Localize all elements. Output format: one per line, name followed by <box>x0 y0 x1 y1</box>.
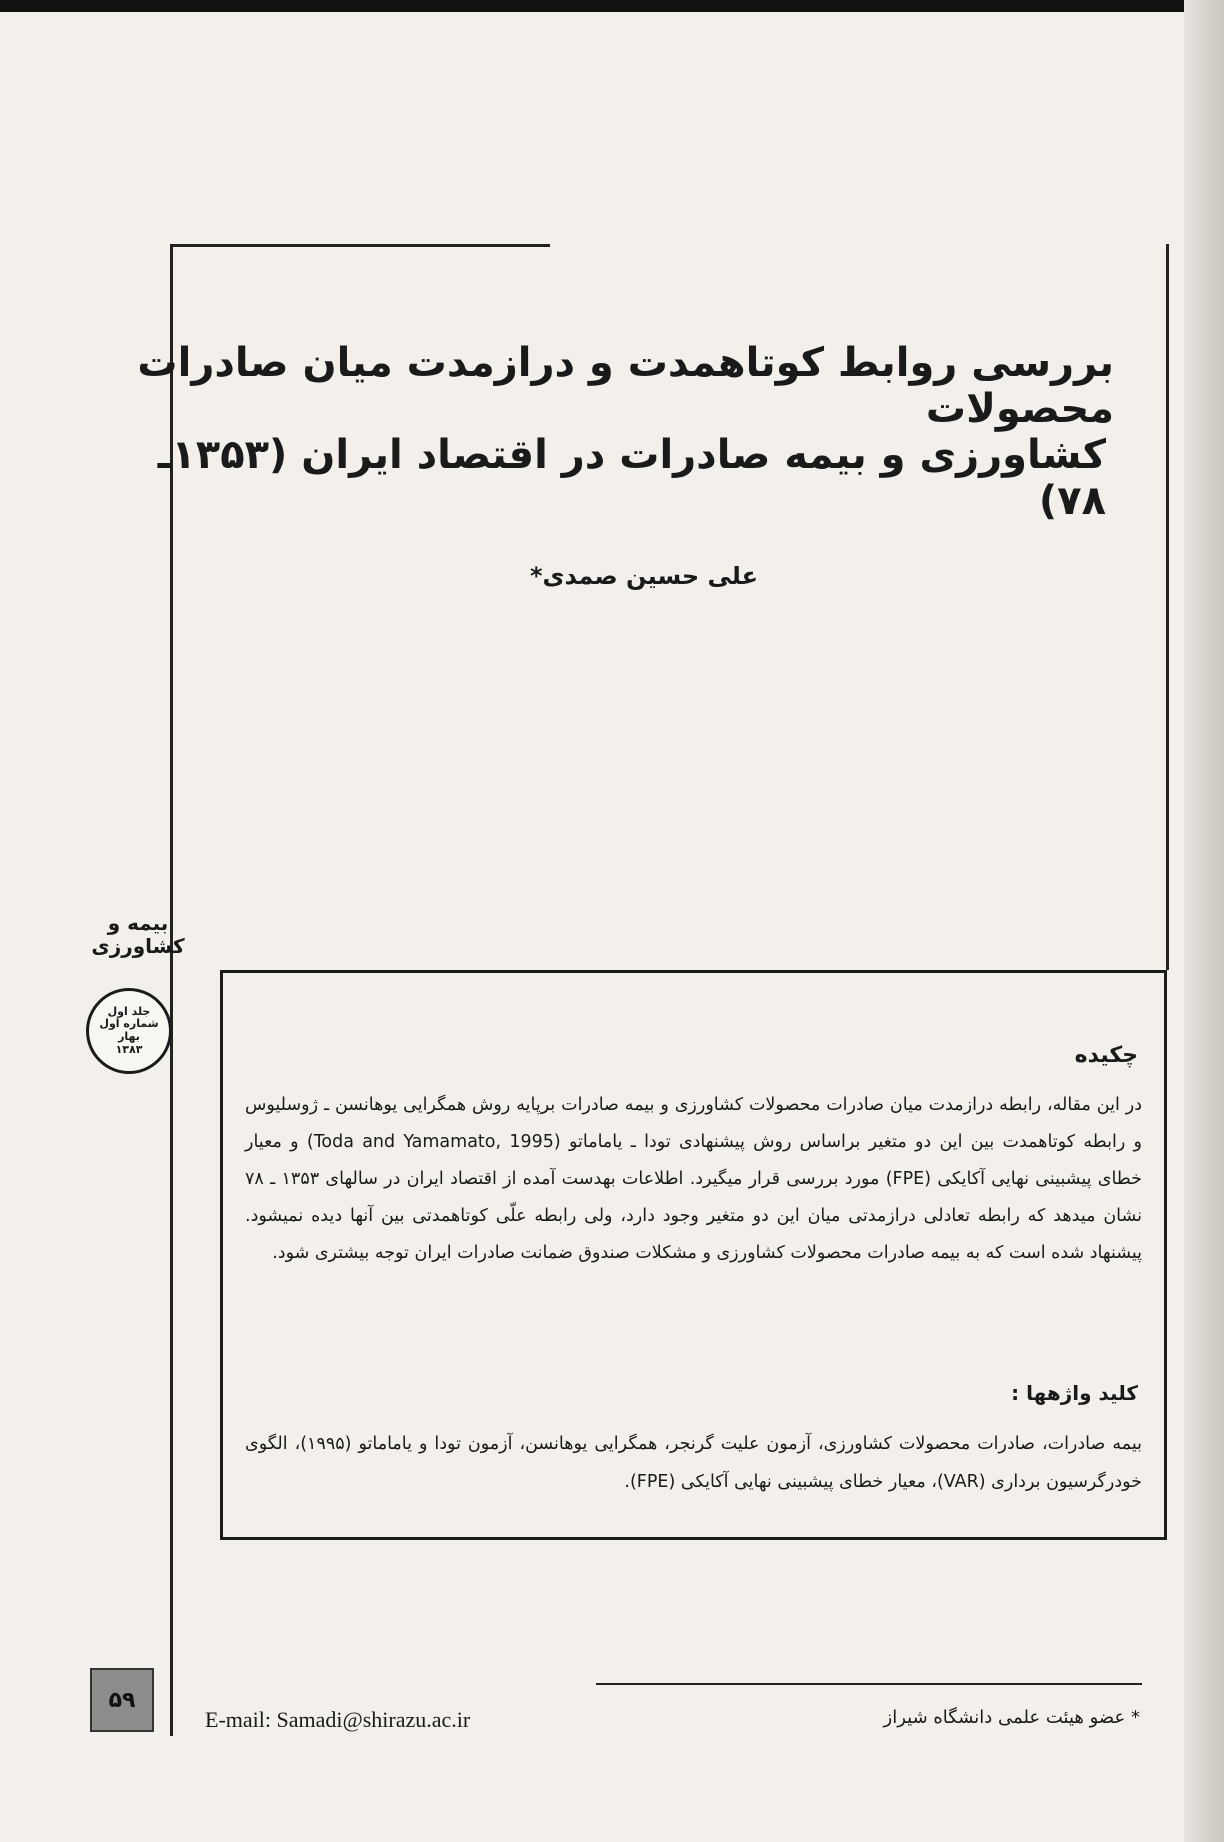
frame-rule-right <box>1166 244 1169 970</box>
abstract-text: در این مقاله، رابطه درازمدت میان صادرات محصولات کشاورزی و بیمه صادرات برپایه روش همگرایی یوهانسن ـ ژوسلیوس و رابطه کوتاهمدت بین این دو متغیر براساس روش پیشنهادی تودا ـ یاماماتو (Toda and Yamamato, 1995) و معیار خطای پیشبینی نهایی آکایکی (FPE) مورد بررسی قرار میگیرد. اطلاعات بهدست آمده از اقتصاد ایران در سالهای ۱۳۵۳ ـ ۷۸ نشان میدهد که رابطه تعادلی درازمدتی میان این دو متغیر وجود دارد، ولی رابطه علّی کوتاهمدتی بین آنها دیده نمیشود. پیشنهاد شده است که به بیمه صادرات محصولات کشاورزی و مشکلات صندوق ضمانت صادرات ایران توجه بیشتری شود. <box>245 1095 1142 1263</box>
seal-volume: جلد اول <box>107 1004 151 1018</box>
keywords-text: بیمه صادرات، صادرات محصولات کشاورزی، آزمون علیت گرنجر، همگرایی یوهانسن، آزمون تودا و یاماماتو (۱۹۹۵)، الگوی خودرگرسیون برداری (VAR)، معیار خطای پیشبینی نهایی آکایکی (FPE). <box>245 1434 1142 1492</box>
footnote-rule <box>596 1683 1142 1685</box>
seal-year: ۱۳۸۳ <box>115 1042 143 1056</box>
article-title-line-1: بررسی روابط کوتاهمدت و درازمدت میان صادرات محصولات <box>137 340 1114 432</box>
journal-name <box>82 912 194 958</box>
scan-page-curl <box>1184 0 1224 1842</box>
issue-seal <box>86 988 172 1074</box>
page-number: ۵۹ <box>90 1668 154 1732</box>
journal-name-line-1: بیمه و <box>107 911 169 935</box>
author-email: E-mail: Samadi@shirazu.ac.ir <box>205 1707 471 1732</box>
abstract-heading: چکیده <box>1074 1043 1138 1068</box>
scan-top-edge <box>0 0 1224 12</box>
journal-name-line-2: کشاورزی <box>91 934 185 958</box>
seal-issue: شماره اول <box>99 1017 159 1031</box>
article-title-line-2: کشاورزی و بیمه صادرات در اقتصاد ایران (۱۳۵۳ـ ۷۸) <box>157 432 1106 524</box>
abstract-box <box>220 970 1167 1540</box>
author-affiliation: * عضو هیئت علمی دانشگاه شیراز <box>883 1707 1140 1728</box>
author-name: علی حسین صمدی* <box>530 562 758 590</box>
seal-season: بهار <box>118 1030 140 1043</box>
frame-rule-top <box>170 244 550 247</box>
keywords-heading: کلید واژهها : <box>1011 1381 1138 1405</box>
